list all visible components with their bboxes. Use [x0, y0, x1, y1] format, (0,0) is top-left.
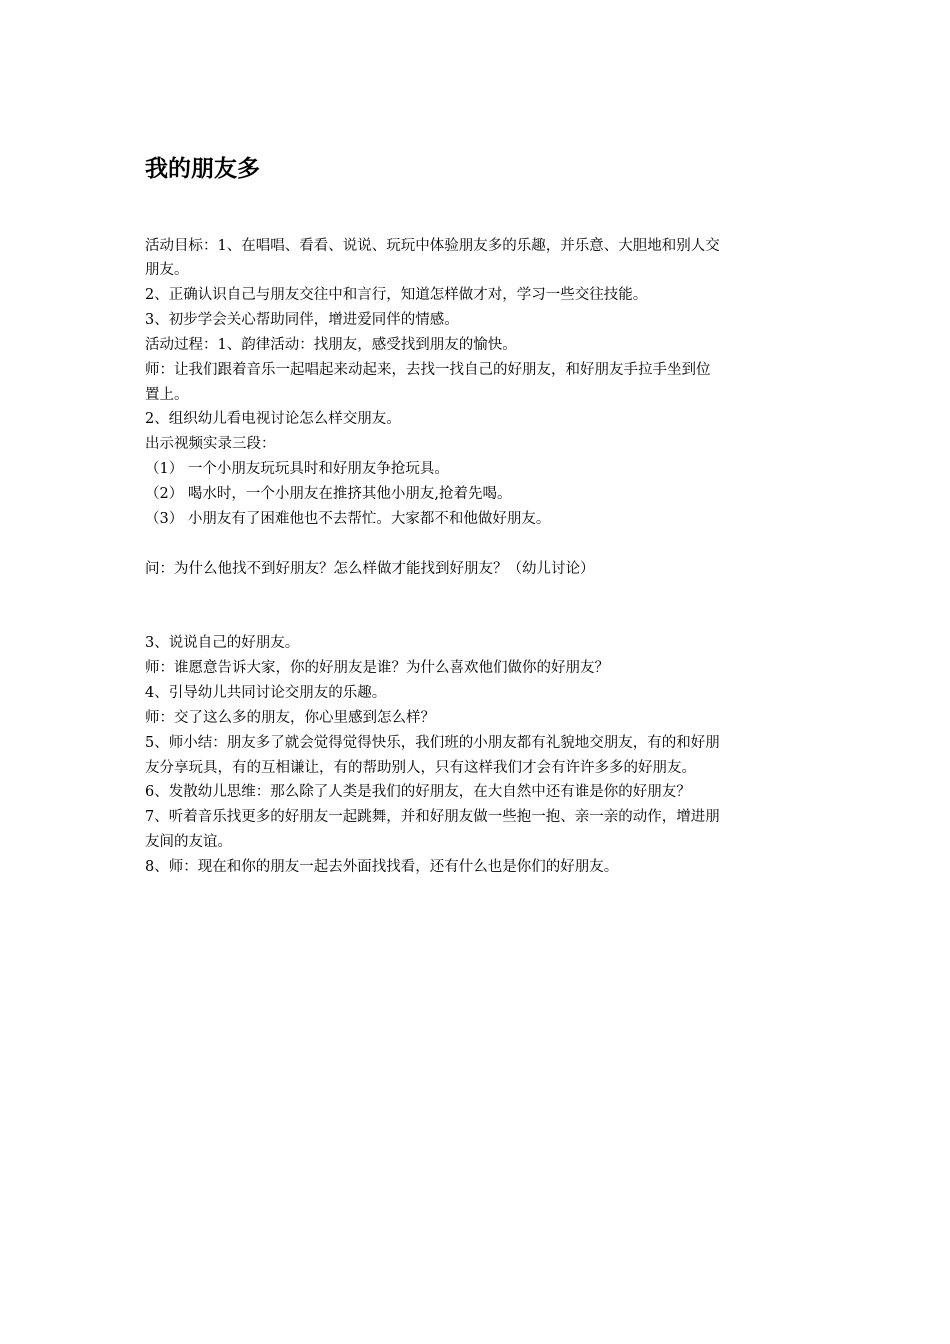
paragraph-line: 2、正确认识自己与朋友交往中和言行，知道怎样做才对，学习一些交往技能。: [145, 287, 648, 303]
paragraph-line: 3、说说自己的好朋友。: [145, 635, 300, 651]
paragraph-line: 活动过程：1、韵律活动：找朋友，感受找到朋友的愉快。: [145, 337, 517, 353]
paragraph-line: 师：谁愿意告诉大家，你的好朋友是谁？为什么喜欢他们做你的好朋友？: [145, 660, 609, 676]
paragraph-line: 活动目标：1、在唱唱、看看、说说、玩玩中体验朋友多的乐趣，并乐意、大胆地和别人交: [145, 238, 720, 254]
paragraph-line: 5、师小结：朋友多了就会觉得觉得快乐，我们班的小朋友都有礼貌地交朋友，有的和好朋: [145, 735, 720, 751]
paragraph-line: 6、发散幼儿思维：那么除了人类是我们的好朋友，在大自然中还有谁是你的好朋友？: [145, 784, 691, 800]
paragraph-line: 问：为什么他找不到好朋友？怎么样做才能找到好朋友？（幼儿讨论）: [145, 561, 595, 577]
paragraph-line: 朋友。: [145, 262, 189, 278]
paragraph-line: 师：交了这么多的朋友，你心里感到怎么样？: [145, 710, 435, 726]
paragraph-line: （3） 小朋友有了困难他也不去帮忙。大家都不和他做好朋友。: [145, 511, 551, 527]
paragraph-line: 2、组织幼儿看电视讨论怎么样交朋友。: [145, 411, 401, 427]
paragraph-line: 出示视频实录三段：: [145, 436, 276, 452]
paragraph-line: 4、引导幼儿共同讨论交朋友的乐趣。: [145, 685, 387, 701]
paragraph-line: 8、师：现在和你的朋友一起去外面找找看，还有什么也是你们的好朋友。: [145, 859, 619, 875]
paragraph-line: 友间的友谊。: [145, 834, 232, 850]
paragraph-line: 师：让我们跟着音乐一起唱起来动起来，去找一找自己的好朋友，和好朋友手拉手坐到位: [145, 362, 711, 378]
document-title: 我的朋友多: [145, 156, 260, 182]
paragraph-line: （2） 喝水时，一个小朋友在推挤其他小朋友,抢着先喝。: [145, 486, 512, 502]
paragraph-line: 7、听着音乐找更多的好朋友一起跳舞，并和好朋友做一些抱一抱、亲一亲的动作，增进朋: [145, 809, 720, 825]
paragraph-line: 友分享玩具，有的互相谦让，有的帮助别人，只有这样我们才会有许许多多的好朋友。: [145, 760, 696, 776]
paragraph-line: 3、初步学会关心帮助同伴，增进爱同伴的情感。: [145, 312, 459, 328]
paragraph-line: 置上。: [145, 387, 189, 403]
paragraph-line: （1） 一个小朋友玩玩具时和好朋友争抢玩具。: [145, 461, 449, 477]
